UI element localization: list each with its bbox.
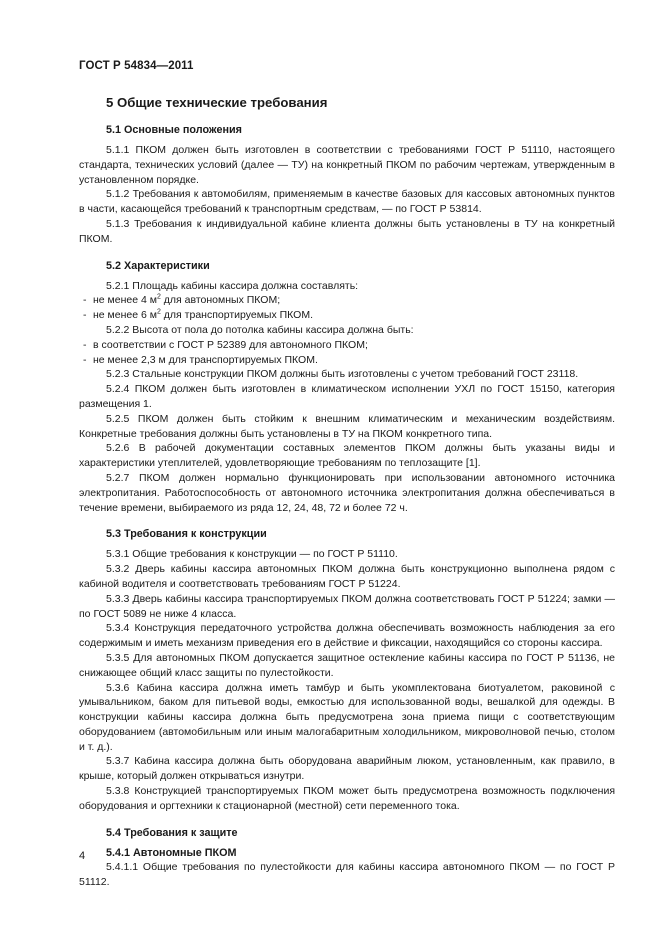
paragraph-5-2-2: 5.2.2 Высота от пола до потолка кабины кассира должна быть: (106, 323, 414, 336)
paragraph-5-2-7: 5.2.7 ПКОМ должен нормально функционировать при использовании автономного источника электропитания. Работоспособность от автономного источника электропитания должна обеспечиваться в течение времени, выбираемого из ряда 12, 24, 48, 72 и более 72 ч. (79, 471, 615, 514)
paragraph-5-3-7: 5.3.7 Кабина кассира должна быть оборудована аварийным люком, установленным, как правило, в крыше, который должен открываться изнутри. (79, 755, 615, 783)
subsection-title-5-4: 5.4 Требования к защите (106, 826, 238, 839)
paragraph-5-2-1: 5.2.1 Площадь кабины кассира должна составлять: (106, 279, 359, 292)
subsection-title-5-2: 5.2 Характеристики (106, 259, 210, 272)
document-body (79, 88, 615, 890)
paragraph-5-1-2: 5.1.2 Требования к автомобилям, применяемым в качестве базовых для кассовых автономных пунктов в части, касающейся требований к транспортным средствам, — по ГОСТ Р 53814. (79, 188, 615, 216)
paragraph-5-2-5: 5.2.5 ПКОМ должен быть стойким к внешним климатическим и механическим воздействиям. Конкретные требования должны быть установлены в ТУ на ПКОМ конкретного типа. (79, 412, 615, 440)
dash-marker: - (83, 353, 87, 366)
paragraph-5-3-8: 5.3.8 Конструкцией транспортируемых ПКОМ может быть предусмотрена возможность подключения оборудования и оргтехники к стационарной (местной) сети переменного тока. (79, 785, 615, 812)
paragraph-5-3-6: 5.3.6 Кабина кассира должна иметь тамбур и быть укомплектована биотуалетом, раковиной с умывальником, баком для питьевой воды, емкостью для использованной воды, вешалкой для одежды. В конструкции кабины кассира должна быть предусмотрена зона приема пищи с соответствующим оборудованием (автомобильным или иным малогабаритным холодильником, микроволновой печью, столом и т. д.). (79, 681, 615, 753)
paragraph-5-3-5: 5.3.5 Для автономных ПКОМ допускается защитное остекление кабины кассира по ГОСТ Р 51136, не снижающее общий класс защиты по пулестойкости. (79, 651, 615, 679)
subsection-title-5-1: 5.1 Основные положения (106, 124, 242, 136)
paragraph-5-3-3: 5.3.3 Дверь кабины кассира транспортируемых ПКОМ должна соответствовать ГОСТ Р 51224; замки — по ГОСТ 5089 не ниже 4 класса. (79, 592, 615, 620)
dash-marker: - (83, 294, 87, 307)
paragraph-5-4-1-1: 5.4.1.1 Общие требования по пулестойкости для кабины кассира автономного ПКОМ — по ГОСТ Р 51112. (79, 861, 615, 889)
section-title: 5 Общие технические требования (106, 95, 328, 110)
paragraph-5-1-1: 5.1.1 ПКОМ должен быть изготовлен в соответствии с требованиями ГОСТ Р 51110, настоящего стандарта, технических условий (далее — ТУ) на конкретный ПКОМ по рабочим чертежам, утвержденным в установленном порядке. (79, 144, 615, 186)
list-item: - не менее 4 $м^2$ для автономных ПКОМ; (83, 293, 281, 307)
list-item: - не менее 6 $м^2$ для транспортируемых ПКОМ. (83, 308, 314, 322)
paragraph-5-2-4: 5.2.4 ПКОМ должен быть изготовлен в климатическом исполнении УХЛ по ГОСТ 15150, категория размещения 1. (79, 383, 615, 410)
paragraph-5-1-3: 5.1.3 Требования к индивидуальной кабине клиента должны быть установлены в ТУ на конкретный ПКОМ. (79, 217, 615, 245)
paragraph-5-3-2: 5.3.2 Дверь кабины кассира автономных ПКОМ должна быть конструкционно выполнена рядом с кабиной водителя и соответствовать требованиям ГОСТ Р 51224. (79, 563, 615, 590)
paragraph-5-3-4: 5.3.4 Конструкция передаточного устройства должна обеспечивать возможность наблюдения за его содержимым и иметь механизм приведения его в действие и фиксации, находящийся со стороны кассира. (79, 622, 615, 650)
subsubsection-title-5-4-1: 5.4.1 Автономные ПКОМ (106, 846, 237, 859)
paragraph-5-3-1: 5.3.1 Общие требования к конструкции — по ГОСТ Р 51110. (106, 548, 398, 561)
list-item: - в соответствии с ГОСТ Р 52389 для автономного ПКОМ; (83, 338, 368, 351)
list-item: - не менее 2,3 м для транспортируемых ПКОМ. (83, 353, 318, 366)
dash-marker: - (83, 309, 87, 322)
dash-marker: - (83, 338, 87, 351)
subsection-title-5-3: 5.3 Требования к конструкции (106, 528, 267, 541)
paragraph-5-2-6: 5.2.6 В рабочей документации составных элементов ПКОМ должны быть указаны виды и характеристики утеплителей, удовлетворяющие требованиям по теплозащите [1]. (79, 442, 615, 470)
document-header: ГОСТ Р 54834—2011 (79, 60, 194, 72)
paragraph-5-2-3: 5.2.3 Стальные конструкции ПКОМ должны быть изготовлены с учетом требований ГОСТ 23118. (106, 368, 579, 381)
page-number: 4 (79, 850, 86, 862)
